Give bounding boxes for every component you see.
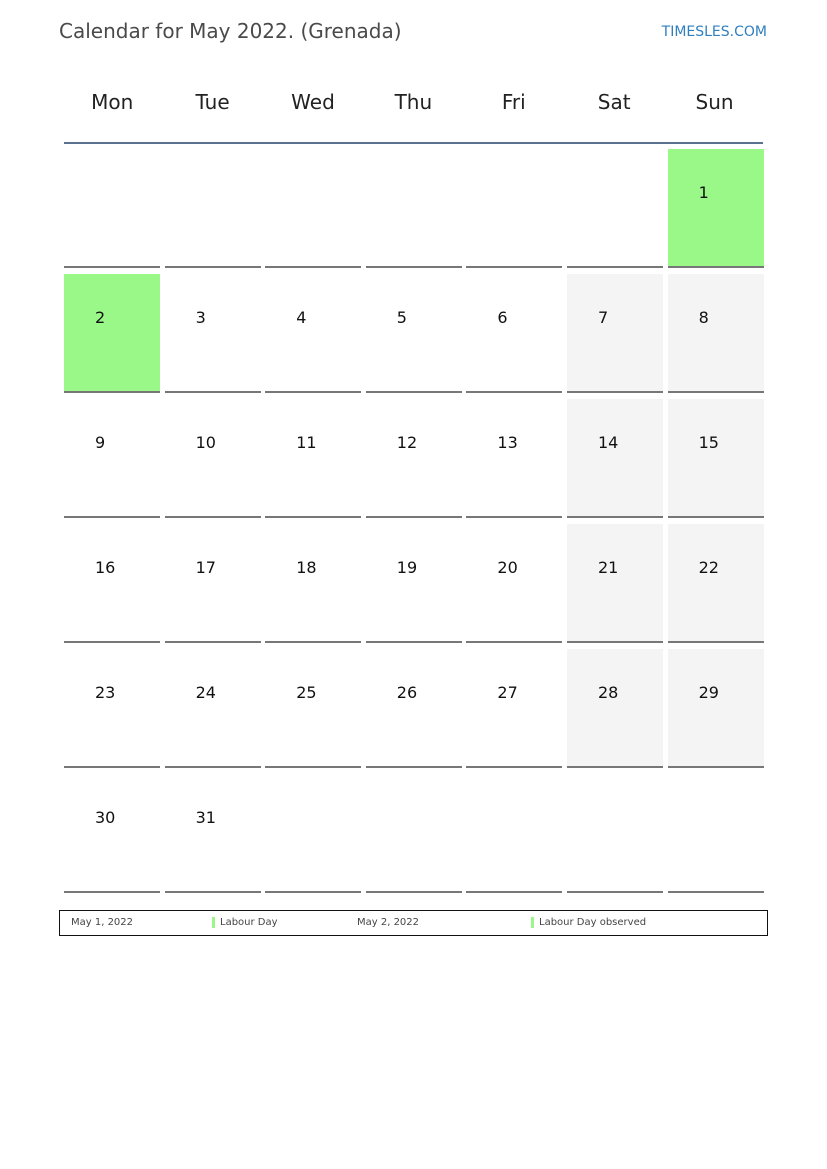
weekday-thu: Thu	[394, 90, 433, 114]
day-cell	[668, 649, 764, 768]
weekday-sun: Sun	[695, 90, 734, 114]
day-cell	[567, 274, 663, 393]
weekday-fri: Fri	[501, 90, 526, 114]
day-cell	[668, 524, 764, 643]
empty-day-cell	[366, 149, 462, 268]
empty-day-cell	[366, 774, 462, 893]
day-cell	[567, 399, 663, 518]
day-number: 10	[195, 433, 216, 452]
day-cell	[366, 524, 462, 643]
day-cell	[265, 524, 361, 643]
day-number: 16	[95, 558, 116, 577]
day-number: 27	[497, 683, 518, 702]
page-title: Calendar for May 2022. (Grenada)	[59, 19, 402, 43]
day-cell	[165, 274, 261, 393]
day-number: 8	[698, 308, 709, 327]
day-number: 1	[698, 183, 709, 202]
day-cell	[265, 649, 361, 768]
day-cell	[366, 274, 462, 393]
legend-date-2: May 2, 2022	[357, 917, 420, 928]
empty-day-cell	[466, 149, 562, 268]
day-number: 13	[497, 433, 518, 452]
day-number: 22	[698, 558, 719, 577]
legend-date-1: May 1, 2022	[71, 917, 134, 928]
day-cell	[366, 399, 462, 518]
day-number: 19	[396, 558, 418, 577]
day-number: 28	[598, 683, 619, 702]
empty-day-cell	[165, 149, 261, 268]
day-cell	[668, 274, 764, 393]
day-number: 5	[396, 308, 407, 327]
day-cell	[567, 649, 663, 768]
day-cell	[165, 649, 261, 768]
empty-day-cell	[567, 149, 663, 268]
empty-day-cell	[567, 774, 663, 893]
day-number: 11	[296, 433, 317, 452]
weekday-tue: Tue	[195, 90, 230, 114]
day-number: 20	[497, 558, 518, 577]
day-number: 29	[698, 683, 719, 702]
brand-link[interactable]: TIMESLES.COM	[661, 24, 767, 40]
day-number: 23	[95, 683, 116, 702]
day-number: 31	[195, 808, 216, 827]
day-number: 3	[195, 308, 206, 327]
day-cell	[567, 524, 663, 643]
day-number: 4	[296, 308, 307, 327]
day-number: 12	[396, 433, 418, 452]
day-cell	[64, 274, 160, 393]
day-number: 9	[95, 433, 106, 452]
empty-day-cell	[265, 149, 361, 268]
day-number: 24	[195, 683, 216, 702]
day-number: 25	[296, 683, 317, 702]
empty-day-cell	[466, 774, 562, 893]
day-cell	[64, 774, 160, 893]
day-cell	[466, 399, 562, 518]
day-cell	[165, 524, 261, 643]
day-cell	[265, 274, 361, 393]
empty-day-cell	[64, 149, 160, 268]
day-cell	[366, 649, 462, 768]
day-number: 30	[95, 808, 116, 827]
day-number: 21	[598, 558, 619, 577]
day-cell	[165, 399, 261, 518]
day-cell	[466, 649, 562, 768]
day-cell	[466, 274, 562, 393]
day-cell	[165, 774, 261, 893]
holiday-legend	[59, 910, 768, 936]
day-cell	[668, 399, 764, 518]
weekday-sat: Sat	[597, 90, 631, 114]
day-number: 14	[598, 433, 619, 452]
legend-holiday-2: Labour Day observed	[539, 917, 647, 928]
legend-holiday-1: Labour Day	[220, 917, 278, 928]
day-number: 2	[95, 308, 106, 327]
day-number: 6	[497, 308, 508, 327]
day-number: 18	[296, 558, 317, 577]
day-cell	[466, 524, 562, 643]
holiday-color-marker	[212, 917, 215, 928]
day-cell	[265, 399, 361, 518]
day-number: 17	[195, 558, 216, 577]
day-cell	[64, 399, 160, 518]
day-number: 15	[698, 433, 719, 452]
day-number: 7	[598, 308, 609, 327]
weekday-header-row	[62, 90, 765, 114]
day-cell	[64, 649, 160, 768]
holiday-color-marker	[531, 917, 534, 928]
weekday-wed: Wed	[291, 90, 335, 114]
empty-day-cell	[265, 774, 361, 893]
day-cell	[64, 524, 160, 643]
day-cell	[668, 149, 764, 268]
weekday-mon: Mon	[91, 90, 134, 114]
header-divider	[64, 142, 763, 144]
day-number: 26	[396, 683, 418, 702]
empty-day-cell	[668, 774, 764, 893]
